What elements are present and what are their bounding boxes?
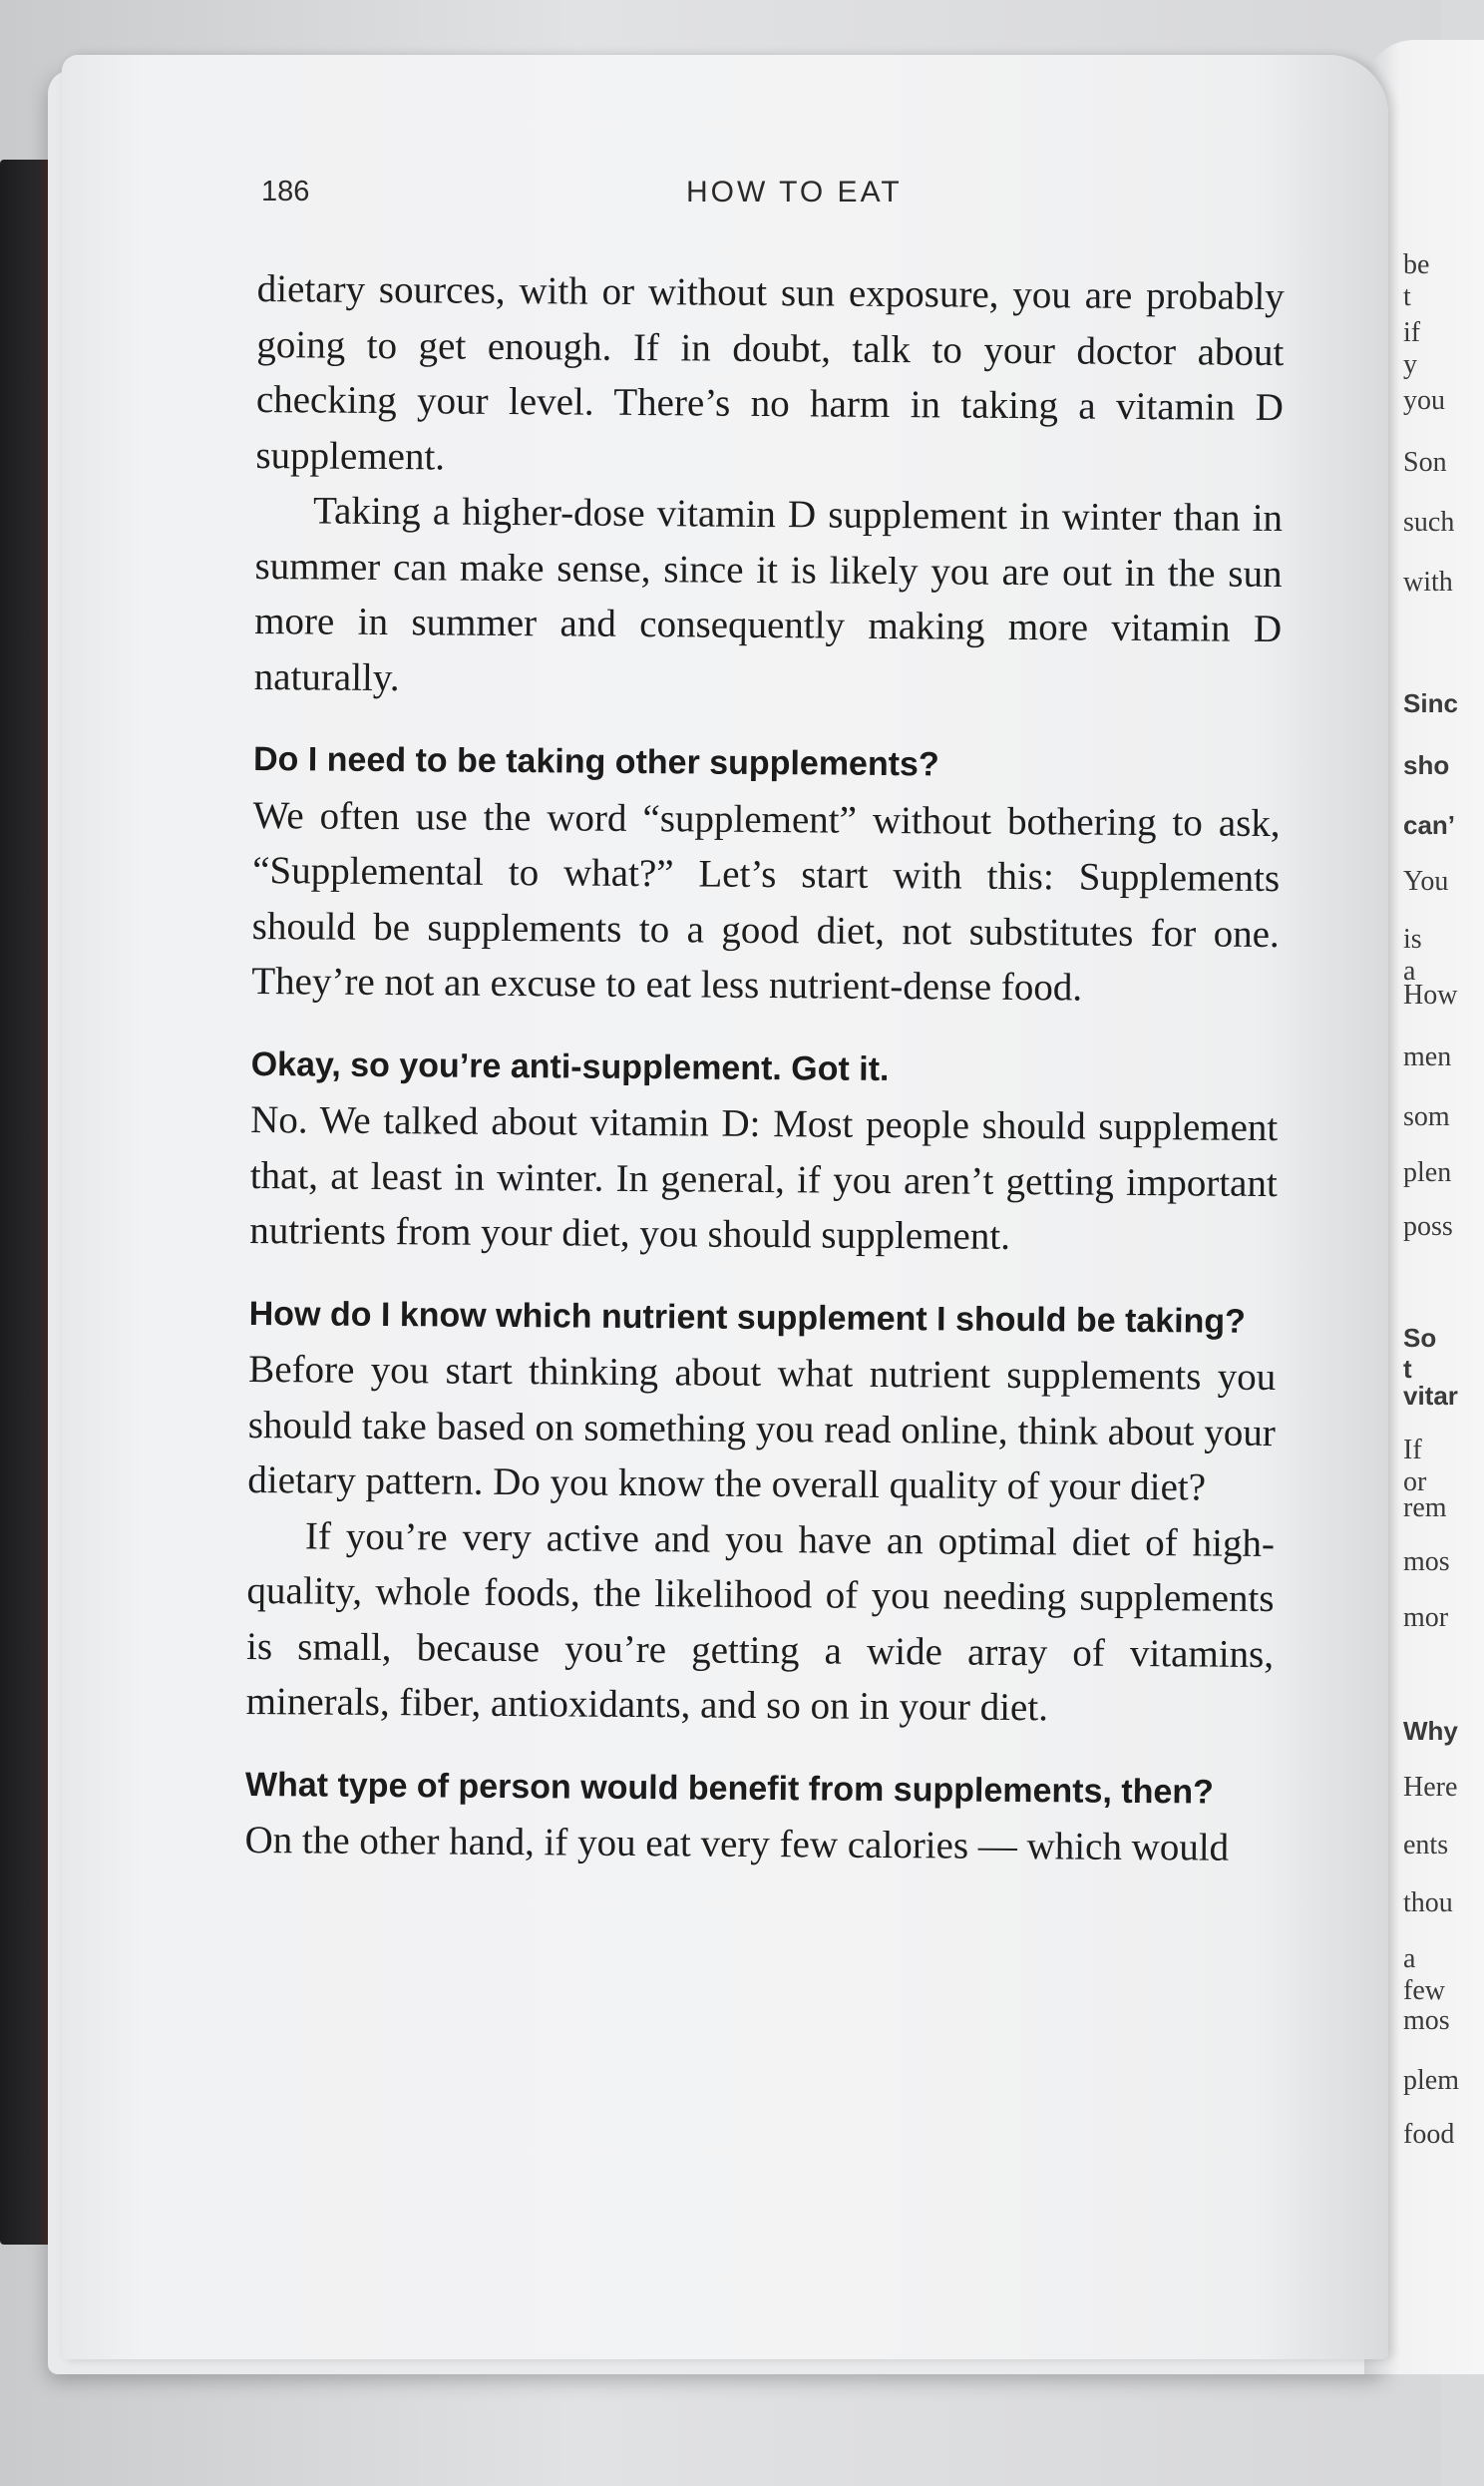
facing-page-fragment: rem: [1403, 1492, 1447, 1523]
facing-page-fragment: ents: [1403, 1830, 1449, 1861]
paragraph: If you’re very active and you have an optimal diet of high-quality, whole foods, the likelihood of you needing supplements is small, because you’re getting a wide array of vitamins, minerals, fiber, antioxidants, and so on in your diet.: [245, 1513, 1276, 1730]
question-heading: How do I know which nutrient supplement I should be taking?: [248, 1294, 1247, 1341]
facing-page-fragment: sho: [1403, 750, 1450, 780]
facing-page-fragment: can’: [1403, 810, 1456, 840]
facing-page-fragment: So t: [1403, 1323, 1437, 1384]
paragraph: dietary sources, with or without sun exposure, you are probably going to get enough. If in doubt, talk to your doctor about checking your level. There’s no harm in taking a vitamin D supplement.: [255, 266, 1285, 478]
facing-page-fragment: Why: [1403, 1716, 1458, 1746]
page-number: 186: [261, 176, 310, 207]
facing-page-fragment: How: [1403, 980, 1458, 1011]
facing-page-fragment: You: [1403, 866, 1449, 897]
facing-page-fragment: you: [1403, 385, 1445, 416]
facing-page-fragment: mos: [1403, 2005, 1450, 2036]
facing-page-fragment: with: [1403, 567, 1453, 598]
facing-page-fragment: mos: [1403, 1546, 1450, 1577]
facing-page-fragments: [1391, 0, 1459, 2486]
facing-page-fragment: is a: [1403, 924, 1422, 987]
question-heading: Okay, so you’re anti-supplement. Got it.: [250, 1044, 890, 1088]
paragraph: Taking a higher-dose vitamin D supplement in winter than in summer can make sense, since it is likely you are out in the sun more in summer and consequently making more vitamin D naturally.: [253, 489, 1284, 699]
facing-page-fragment: mor: [1403, 1602, 1449, 1633]
facing-page-fragment: such: [1403, 507, 1455, 538]
facing-page-fragment: Sinc: [1403, 688, 1458, 718]
facing-page-fragment: a few: [1403, 1943, 1445, 2006]
running-head: HOW TO EAT: [686, 176, 903, 208]
facing-page-fragment: be t: [1403, 249, 1430, 312]
page-header: [261, 176, 1308, 215]
page-body: [244, 261, 1285, 1876]
facing-page-fragment: if y: [1403, 317, 1421, 380]
facing-page-fragment: vitar: [1403, 1381, 1458, 1411]
facing-page-fragment: thou: [1403, 1887, 1453, 1918]
facing-page-fragment: plem: [1403, 2065, 1459, 2096]
facing-page-fragment: If or: [1403, 1435, 1427, 1497]
facing-page-fragment: Here: [1403, 1772, 1458, 1803]
paragraph: On the other hand, if you eat very few calories — which would: [244, 1818, 1230, 1869]
paragraph: Before you start thinking about what nutrient supplements you should take based on something you read online, think about your dietary pattern. Do you know the overall quality of your diet?: [247, 1347, 1277, 1509]
facing-page-fragment: men: [1403, 1041, 1452, 1072]
paragraph: No. We talked about vitamin D: Most people should supplement that, at least in winter. In general, if you aren’t getting important nutrients from your diet, you should supplement.: [249, 1097, 1279, 1258]
facing-page-fragment: food: [1403, 2119, 1455, 2150]
facing-page-fragment: Son: [1403, 447, 1447, 478]
facing-page-fragment: plen: [1403, 1157, 1452, 1188]
paragraph: We often use the word “supplement” without bothering to ask, “Supplemental to what?” Let’s start with this: Supplements should be supplements to a good diet, not substitutes for one. They’re not an excuse to eat less nutrient-dense food.: [251, 793, 1281, 1010]
facing-page-fragment: poss: [1403, 1211, 1453, 1242]
facing-page-fragment: som: [1403, 1101, 1450, 1132]
question-heading: What type of person would benefit from supplements, then?: [244, 1765, 1215, 1812]
question-heading: Do I need to be taking other supplements?: [252, 739, 939, 784]
